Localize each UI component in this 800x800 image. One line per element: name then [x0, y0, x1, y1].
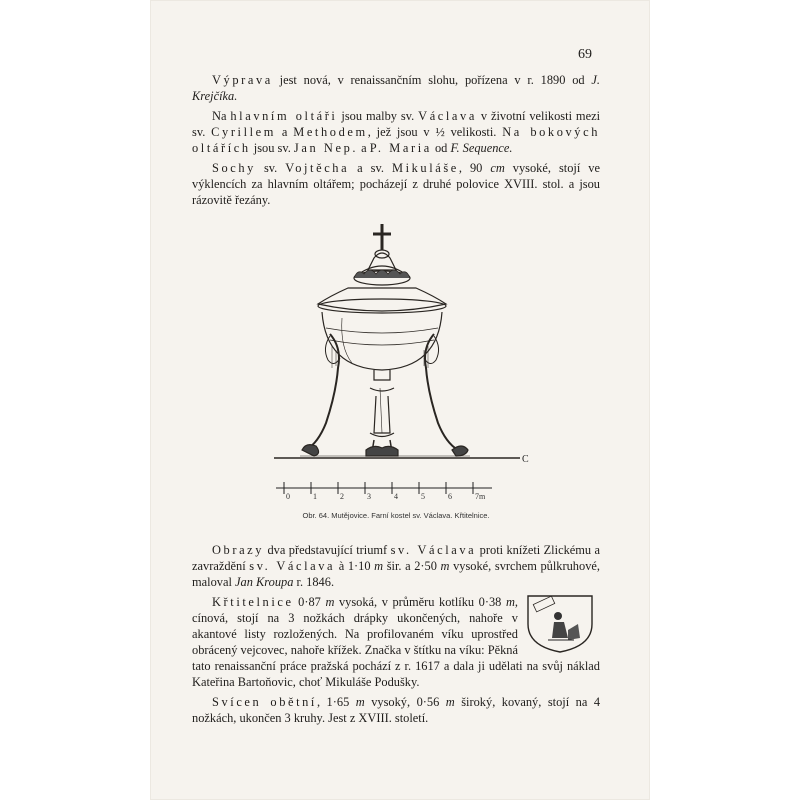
- scale-tick-label: 2: [340, 492, 344, 501]
- book-page: [150, 0, 650, 800]
- scale-tick-label: 6: [448, 492, 452, 501]
- scale-tick-label: 3: [367, 492, 371, 501]
- paragraph-krtitelnice: Křtitelnice 0·87 m vysoká, v průměru kotlíku 0·38 m, cínová, stojí na 3 nožkách drápky ukončených, nahoře v akantové listy rozložených. Na profilovaném víku uprostřed obrácený vejcovec, nahoře křížek. Značka v štítku na víku: Pěkná tato renaissanční práce pražská pochází z r. 1617 a dala ji udělati na svůj náklad Kateřina Bartoňovic, choť Mikuláše Podušky.: [192, 595, 600, 689]
- paragraph-svicen: Svícen obětní, 1·65 m vysoký, 0·56 m široký, kovaný, stojí na 4 nožkách, ukončen 3 kruhy. Jest z XVIII. století.: [192, 695, 601, 725]
- scale-bar: [276, 482, 492, 501]
- baptismal-font-illustration: [270, 218, 530, 503]
- paragraph-obrazy: Obrazy dva představující triumf sv. Václava proti knížeti Zlickému a zavraždění sv. Václava à 1·10 m šir. a 2·50 m vysoké, svrchem půlkruhové, maloval Jan Kroupa r. 1846.: [192, 543, 600, 589]
- paragraph-hlavni-oltar: Na hlavním oltáři jsou malby sv. Václava v životní velikosti mezi sv. Cyrillem a Methodem, jež jsou v ½ velikosti. Na bokových oltářích jsou sv. Jan Nep. a P. Maria od F. Sequence.: [192, 109, 601, 155]
- scale-tick-label: 1: [313, 492, 317, 501]
- scale-tick-label: 4: [394, 492, 398, 501]
- figure-caption: Obr. 64. Mutějovice. Farní kostel sv. Václava. Křtitelnice.: [302, 511, 490, 520]
- shield-mark-icon: [524, 594, 596, 654]
- page-number: 69: [578, 47, 592, 62]
- figure-corner-letter: C: [522, 454, 529, 465]
- scale-tick-label: 7m: [475, 492, 486, 501]
- scale-tick-label: 5: [421, 492, 425, 501]
- scale-tick-label: 0: [286, 492, 290, 501]
- upper-text-block: [192, 72, 600, 212]
- paragraph-sochy: Sochy sv. Vojtěcha a sv. Mikuláše, 90 cm vysoké, stojí ve výklencích za hlavním oltářem; pocházejí z druhé polovice XVIII. stol. a jsou rázovitě řezány.: [192, 161, 600, 207]
- paragraph-vyprava: Výprava jest nová, v renaissančním slohu, pořízena v r. 1890 od J. Krejčíka.: [192, 73, 600, 103]
- lower-text-block: [192, 542, 600, 730]
- cross-icon: [373, 224, 391, 250]
